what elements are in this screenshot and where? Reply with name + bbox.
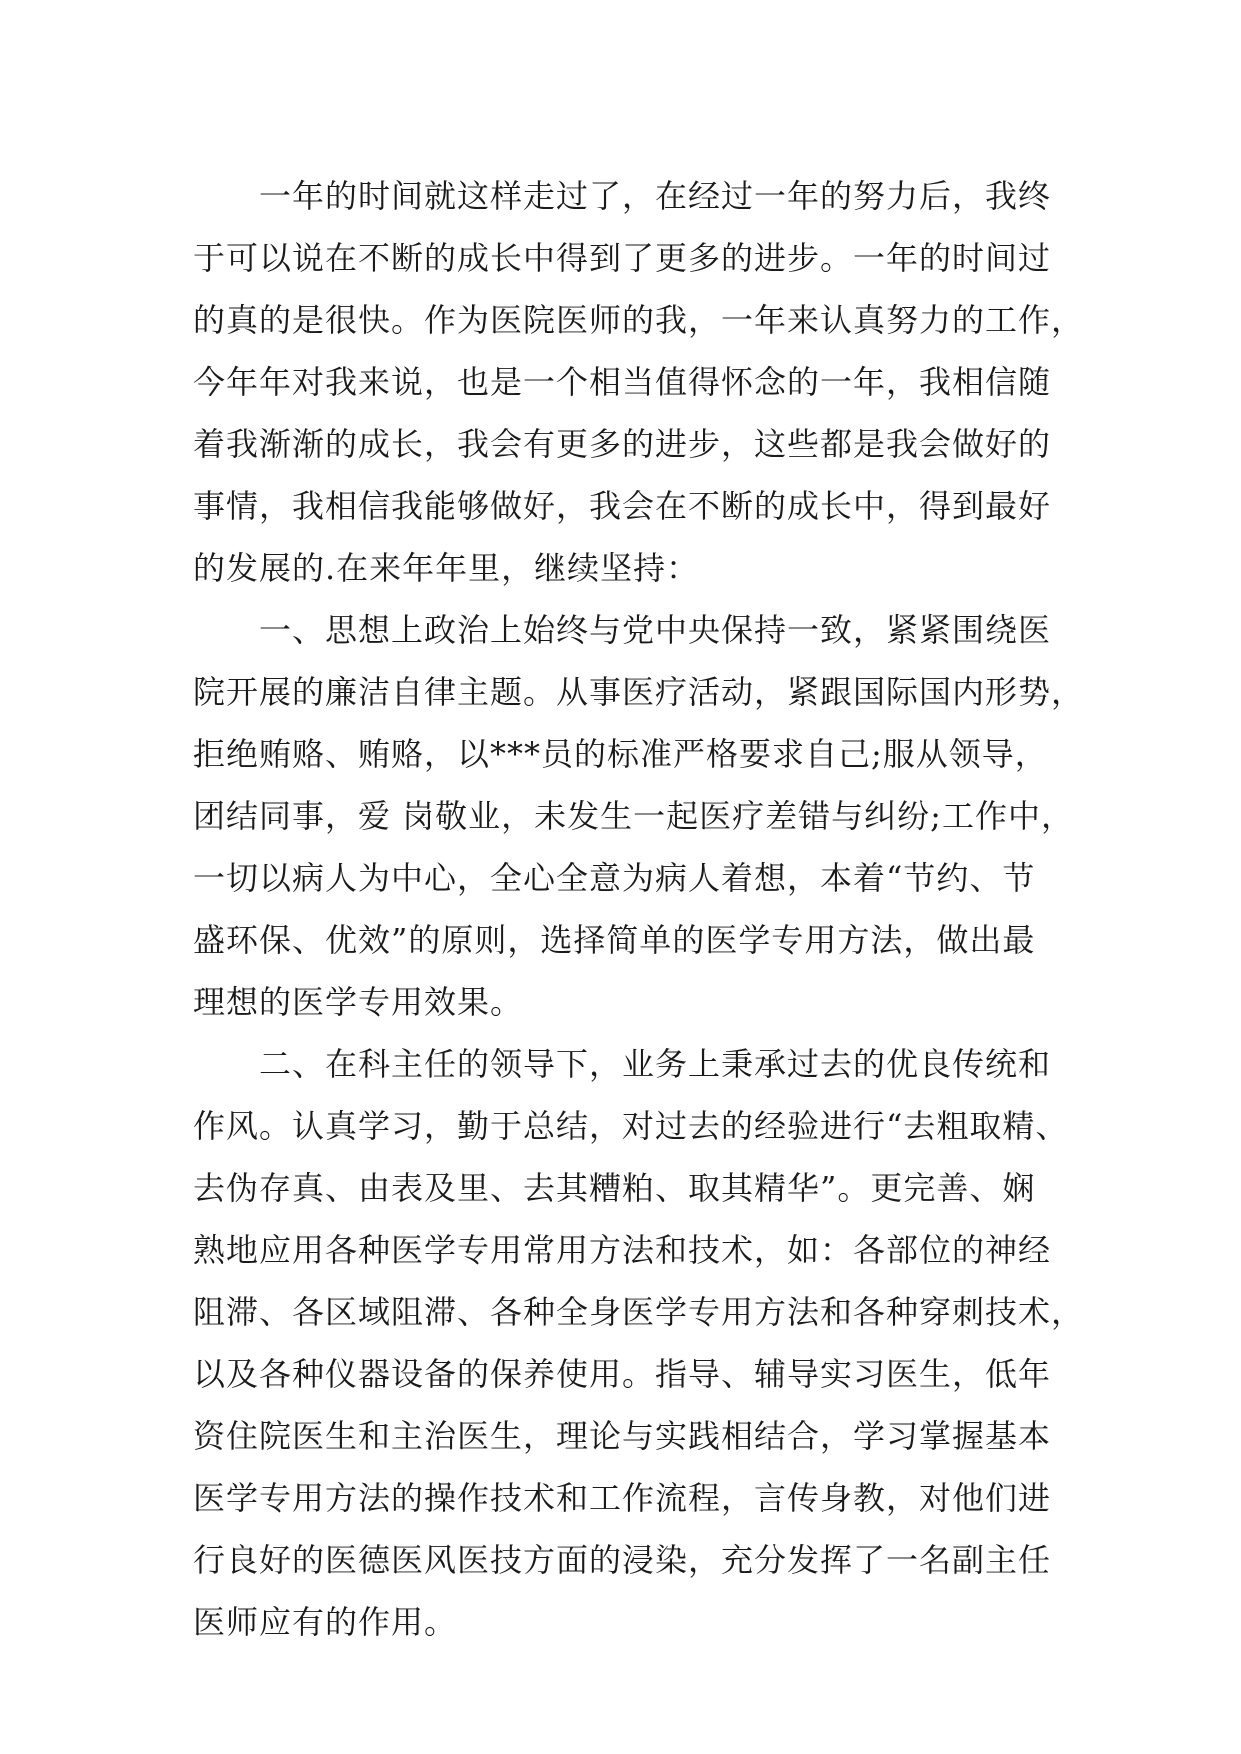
text-line: 阻滞、各区域阻滞、各种全身医学专用方法和各种穿刺技术， xyxy=(193,1293,1085,1331)
text-line: 熟地应用各种医学专用常用方法和技术，如：各部位的神经 xyxy=(193,1231,1052,1269)
text-line: 盛环保、优效”的原则，选择简单的医学专用方法，做出最 xyxy=(193,921,1036,959)
text-line: 的真的是很快。作为医院医师的我，一年来认真努力的工作， xyxy=(193,301,1085,339)
text-line: 事情，我相信我能够做好，我会在不断的成长中，得到最好 xyxy=(193,487,1052,525)
text-line: 的发展的.在来年年里，继续坚持： xyxy=(193,549,700,587)
text-line: 医学专用方法的操作技术和工作流程，言传身教，对他们进 xyxy=(193,1479,1052,1517)
text-line: 一、思想上政治上始终与党中央保持一致，紧紧围绕医 xyxy=(193,611,1052,649)
text-line: 以及各种仪器设备的保养使用。指导、辅导实习医生，低年 xyxy=(193,1355,1052,1393)
text-line: 作风。认真学习，勤于总结，对过去的经验进行“去粗取精、 xyxy=(193,1107,1069,1145)
text-line: 院开展的廉洁自律主题。从事医疗活动，紧跟国际国内形势， xyxy=(193,673,1085,711)
text-line: 资住院医生和主治医生，理论与实践相结合，学习掌握基本 xyxy=(193,1417,1052,1455)
text-line: 一年的时间就这样走过了，在经过一年的努力后，我终 xyxy=(193,177,1052,215)
text-line: 团结同事，爱 岗敬业，未发生一起医疗差错与纠纷;工作中， xyxy=(193,797,1074,835)
body-text xyxy=(193,165,1085,1653)
text-line: 今年年对我来说，也是一个相当值得怀念的一年，我相信随 xyxy=(193,363,1052,401)
text-line: 理想的医学专用效果。 xyxy=(193,983,524,1021)
text-line: 一切以病人为中心，全心全意为病人着想，本着“节约、节 xyxy=(193,859,1036,897)
text-line: 行良好的医德医风医技方面的浸染，充分发挥了一名副主任 xyxy=(193,1541,1052,1579)
text-line: 二、在科主任的领导下，业务上秉承过去的优良传统和 xyxy=(193,1045,1052,1083)
text-line: 于可以说在不断的成长中得到了更多的进步。一年的时间过 xyxy=(193,239,1052,277)
text-line: 去伪存真、由表及里、去其糟粕、取其精华”。更完善、娴 xyxy=(193,1169,1036,1207)
text-line: 着我渐渐的成长，我会有更多的进步，这些都是我会做好的 xyxy=(193,425,1052,463)
text-line: 医师应有的作用。 xyxy=(193,1603,458,1641)
text-line: 拒绝贿赂、贿赂，以***员的标准严格要求自己;服从领导， xyxy=(193,735,1048,773)
